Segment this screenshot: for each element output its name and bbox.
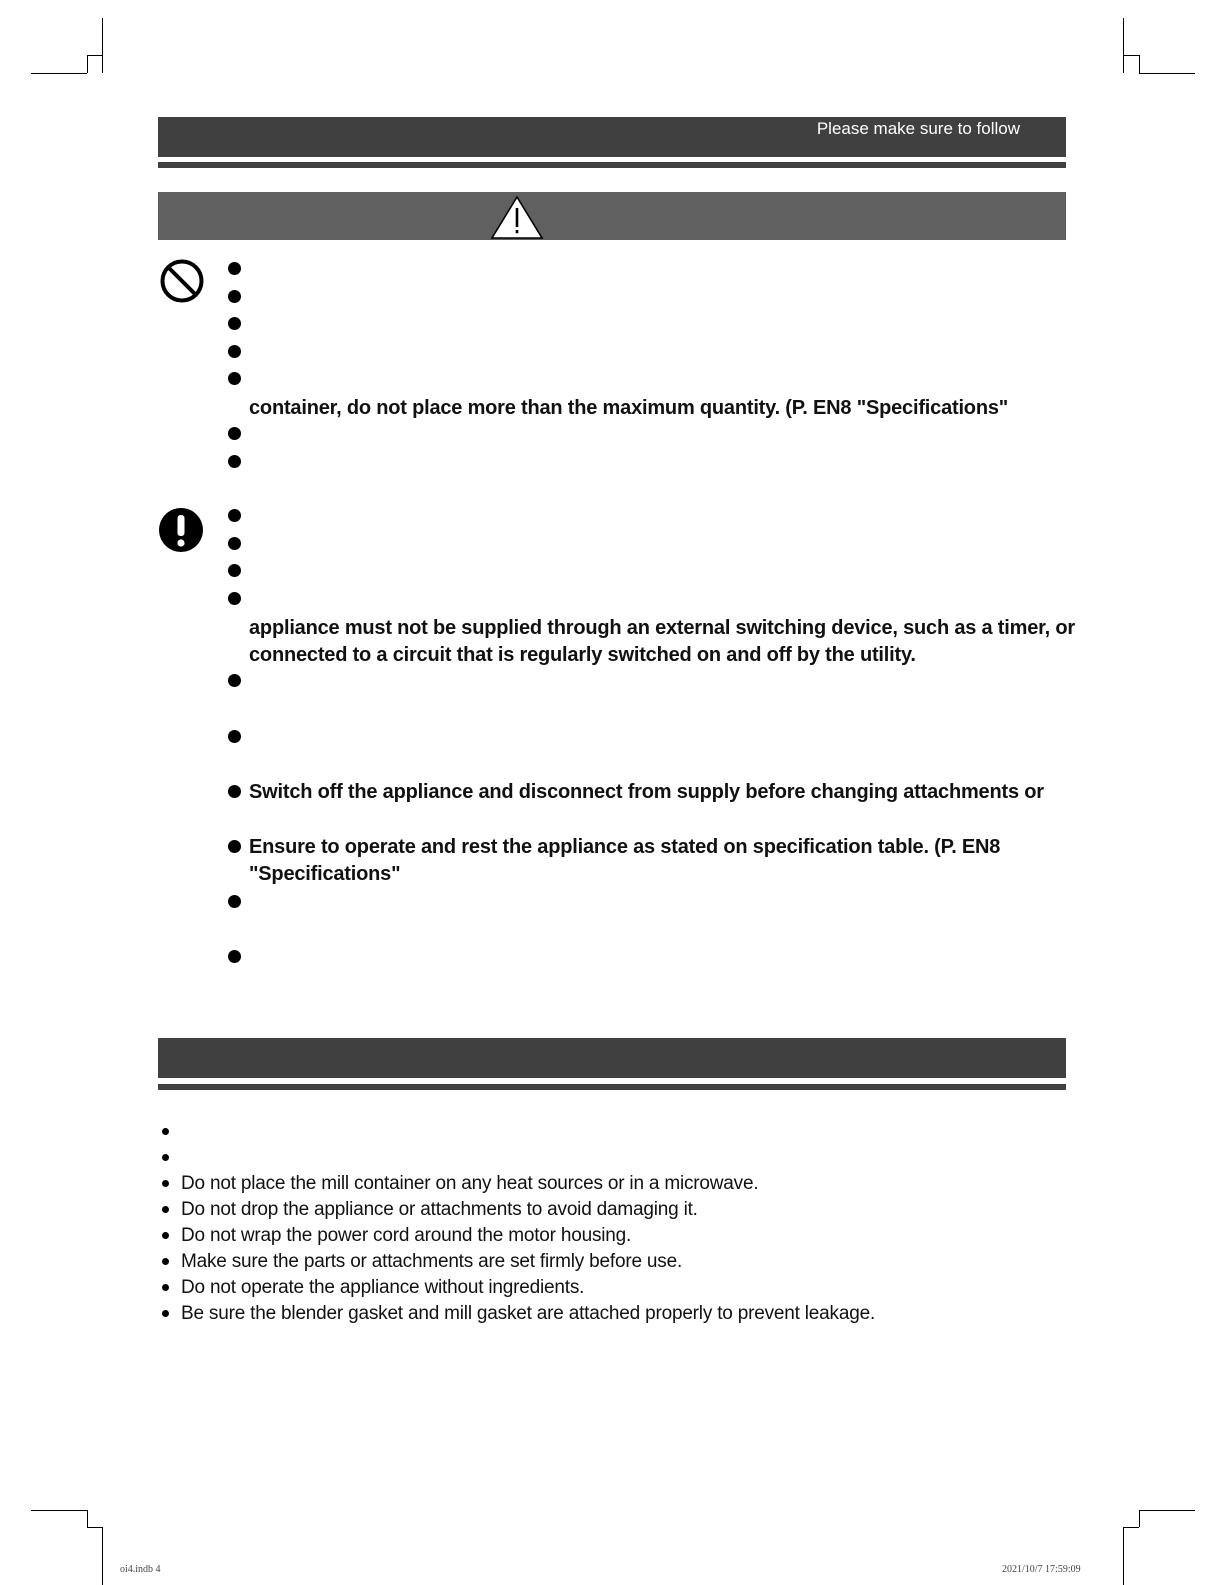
crop-mark <box>1123 1527 1124 1585</box>
crop-mark <box>87 1527 102 1528</box>
mandatory-icon <box>157 506 205 554</box>
notes-header-bar <box>158 1038 1066 1078</box>
list-bullet <box>228 262 241 275</box>
list-bullet <box>228 317 241 330</box>
mandatory-item-text: "Specifications" <box>249 863 401 885</box>
footer-timestamp: 2021/10/7 17:59:09 <box>1002 1564 1081 1575</box>
note-bullet <box>162 1154 169 1161</box>
list-bullet <box>228 537 241 550</box>
list-bullet <box>228 592 241 605</box>
note-bullet <box>162 1206 169 1213</box>
list-bullet <box>228 840 241 853</box>
safety-header-bar <box>158 117 1066 157</box>
list-bullet <box>228 372 241 385</box>
list-bullet <box>228 455 241 468</box>
follow-instruction-text: Please make sure to follow <box>816 119 1020 138</box>
list-bullet <box>228 895 241 908</box>
crop-mark <box>102 1527 103 1585</box>
mandatory-item-text: Switch off the appliance and disconnect from supply before changing attachments or <box>249 781 1044 803</box>
list-bullet <box>228 730 241 743</box>
mandatory-item-text: appliance must not be supplied through an external switching device, such as a timer, or <box>249 617 1075 639</box>
list-bullet <box>228 674 241 687</box>
prohibited-item-text: container, do not place more than the maximum quantity. (P. EN8 "Specifications" <box>249 397 1009 419</box>
note-bullet <box>162 1310 169 1317</box>
crop-mark <box>1123 18 1124 73</box>
list-bullet <box>228 950 241 963</box>
note-bullet <box>162 1180 169 1187</box>
crop-mark <box>1139 1510 1140 1527</box>
crop-mark <box>1139 1510 1195 1511</box>
list-bullet <box>228 290 241 303</box>
note-item: Be sure the blender gasket and mill gasket are attached properly to prevent leakage. <box>181 1303 876 1324</box>
list-bullet <box>228 509 241 522</box>
notes-header-rule <box>158 1084 1066 1090</box>
note-item: Make sure the parts or attachments are set firmly before use. <box>181 1251 683 1272</box>
note-item: Do not wrap the power cord around the motor housing. <box>181 1225 632 1246</box>
crop-mark <box>102 18 103 73</box>
header-rule <box>158 162 1066 168</box>
warning-bar <box>158 192 1066 240</box>
crop-mark <box>1139 73 1195 74</box>
list-bullet <box>228 427 241 440</box>
list-bullet <box>228 345 241 358</box>
mandatory-item-text: Ensure to operate and rest the appliance as stated on specification table. (P. EN8 <box>249 836 1001 858</box>
note-item: Do not operate the appliance without ingredients. <box>181 1277 585 1298</box>
crop-mark <box>1123 1527 1139 1528</box>
note-bullet <box>162 1232 169 1239</box>
list-bullet <box>228 564 241 577</box>
mandatory-item-text: connected to a circuit that is regularly switched on and off by the utility. <box>249 644 916 666</box>
note-item: Do not drop the appliance or attachments to avoid damaging it. <box>181 1199 698 1220</box>
crop-mark <box>87 55 88 73</box>
note-bullet <box>162 1258 169 1265</box>
note-item: Do not place the mill container on any heat sources or in a microwave. <box>181 1173 759 1194</box>
crop-mark <box>1123 55 1139 56</box>
crop-mark <box>87 1510 88 1527</box>
crop-mark <box>31 1510 87 1511</box>
prohibited-icon <box>159 258 205 304</box>
warning-triangle-icon <box>490 195 544 239</box>
note-bullet <box>162 1128 169 1135</box>
footer-file-label: oi4.indb 4 <box>120 1564 161 1575</box>
note-bullet <box>162 1284 169 1291</box>
crop-mark <box>87 55 102 56</box>
crop-mark <box>1139 55 1140 73</box>
crop-mark <box>31 73 87 74</box>
list-bullet <box>228 785 241 798</box>
